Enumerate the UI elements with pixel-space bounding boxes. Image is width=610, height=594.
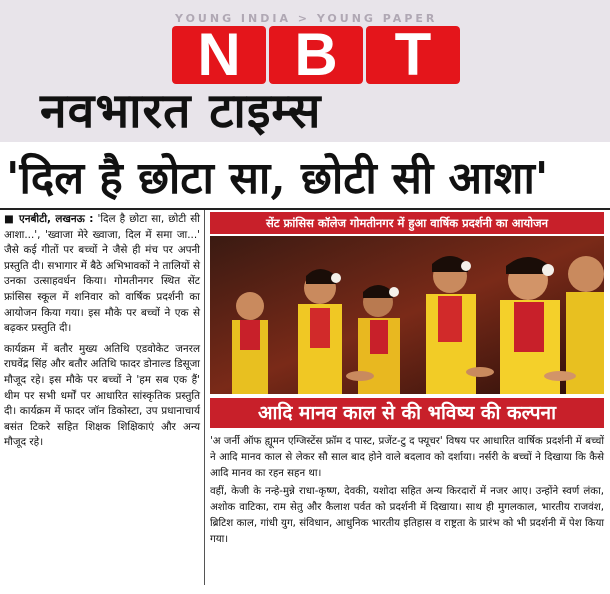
masthead-tagline: YOUNG INDIA > YOUNG PAPER [175,12,438,25]
event-photo [210,236,604,394]
logo-letter-n: N [172,26,266,84]
logo-letter-t: T [366,26,460,84]
right-paragraph-1: 'अ जर्नी ऑफ ह्यूमन एग्जिस्टेंस फ्रॉम द पास्ट, प्रजेंट-टु द फ्यूचर' विषय पर आधारित वार्षिक प्रदर्शनी में बच्चों ने आदि मानव काल से लेकर सौ साल बाद होने वाले बदलाव को दर्शाया। नर्सरी के बच्चों ने दिखाया कि कैसे आदि मानव का रहन सहन था। [210,436,604,479]
headline: 'दिल है छोटा सा, छोटी सी आशा' [6,153,549,204]
byline: ■ एनबीटी, लखनऊ : [4,213,94,225]
left-paragraph-1 [4,212,200,337]
left-paragraph-2: कार्यक्रम में बतौर मुख्य अतिथि एडवोकेट जनरल राघवेंद्र सिंह और बतौर अतिथि फादर डोनाल्ड डिसूजा मौजूद रहे। इस मौके पर बच्चों ने 'हम सब एक हैं' थीम पर सभी धर्मों पर आधारित सांस्कृतिक प्रस्तुति दी। कार्यक्रम में फादर जॉन डिकोस्टा, उप प्रधानाचार्य बसंत टिकरे सहित शिक्षक शिक्षिकाएं और अन्य मौजूद रहे। [4,342,200,449]
left-column [4,212,200,456]
students-dance-photo [210,236,604,394]
logo-letter-b: B [269,26,363,84]
right-column [210,434,604,551]
subheading: आदि मानव काल से की भविष्य की कल्पना [210,398,604,428]
column-divider [204,210,205,585]
photo-caption: सेंट फ्रांसिस कॉलेज गोमतीनगर में हुआ वार्षिक प्रदर्शनी का आयोजन [210,212,604,234]
masthead [0,0,610,142]
paper-name: नवभारत टाइम्स [40,83,322,139]
headline-bar [0,142,610,210]
nbt-logo [172,21,460,88]
right-paragraph-2: वहीं, केजी के नन्हे-मुन्ने राधा-कृष्ण, देवकी, यशोदा सहित अन्य किरदारों में नजर आए। उन्होंने स्वर्ण लंका, अशोक वाटिका, राम सेतु और कैलाश पर्वत को प्रदर्शनी में दिखाया। साथ ही मुगलकाल, भारतीय राजवंश, ब्रिटिश काल, गांधी युग, संविधान, आधुनिक भारतीय इतिहास व राष्ट्रता के प्रारंभ को भी प्रदर्शनी में पेश किया गया। [210,486,604,545]
left-paragraph-1-text: 'दिल है छोटा सा, छोटी सी आशा...', 'ख्वाजा मेरे ख्वाजा, दिल में समा जा...' जैसे कई गीतों पर बच्चों ने जैसे ही मंच पर अपनी प्रस्तुति दी। सभागार में बैठे अभिभावकों ने तालियों से उनका उत्साहवर्धन किया। गोमतीनगर स्थित सेंट फ्रांसिस स्कूल में शनिवार को वार्षिक प्रदर्शनी का आयोजन किया गया। इस मौके पर बच्चों ने एक से बढ़कर प्रस्तुति दी। [4,213,200,335]
